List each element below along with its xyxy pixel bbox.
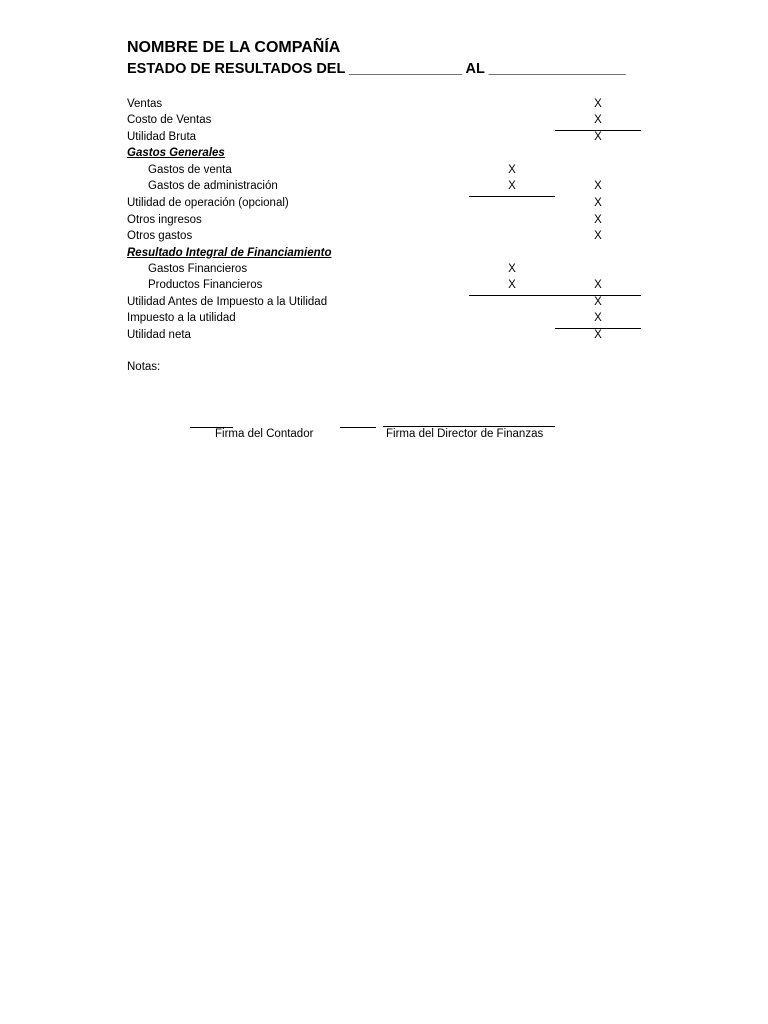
signature-line-accountant <box>340 427 376 428</box>
amount-total: X <box>594 114 602 126</box>
section-heading: Resultado Integral de Financiamiento <box>127 247 332 259</box>
section-heading: Gastos Generales <box>127 147 225 159</box>
statement-title: ESTADO DE RESULTADOS DEL ______________ AL _________________ <box>127 61 626 77</box>
row-productos-financieros <box>0 277 768 294</box>
row-utilidad-bruta <box>0 129 768 146</box>
row-utilidad-antes-de-impuesto <box>0 294 768 311</box>
row-impuesto-a-la-utilidad <box>0 310 768 327</box>
row-gastos-financieros <box>0 261 768 278</box>
amount-total: X <box>594 296 602 308</box>
amount-detail: X <box>508 164 516 176</box>
company-name: NOMBRE DE LA COMPAÑÍA <box>127 39 341 56</box>
amount-total: X <box>594 279 602 291</box>
signature-label-finance-director: Firma del Director de Finanzas <box>386 428 544 440</box>
row-label: Utilidad neta <box>127 329 191 341</box>
row-label: Gastos de venta <box>148 164 232 176</box>
row-gastos-de-venta <box>0 162 768 179</box>
row-label: Utilidad Bruta <box>127 131 197 143</box>
row-label: Costo de Ventas <box>127 114 212 126</box>
row-gastos-de-administracion <box>0 178 768 195</box>
notes-label: Notas: <box>127 361 161 373</box>
row-label: Gastos de administración <box>148 180 278 192</box>
amount-total: X <box>594 312 602 324</box>
row-label: Gastos Financieros <box>148 263 248 275</box>
amount-total: X <box>594 98 602 110</box>
amount-total: X <box>594 214 602 226</box>
amount-total: X <box>594 180 602 192</box>
signature-label-accountant: Firma del Contador <box>215 428 314 440</box>
row-ventas <box>0 96 768 113</box>
row-label: Utilidad Antes de Impuesto a la Utilidad <box>127 296 328 308</box>
row-label: Otros gastos <box>127 230 193 242</box>
row-label: Ventas <box>127 98 163 110</box>
amount-total: X <box>594 131 602 143</box>
amount-detail: X <box>508 279 516 291</box>
row-utilidad-de-operacion <box>0 195 768 212</box>
row-resultado-integral <box>0 245 768 262</box>
row-otros-ingresos <box>0 212 768 229</box>
row-utilidad-neta <box>0 327 768 344</box>
row-gastos-generales <box>0 145 768 162</box>
amount-total: X <box>594 197 602 209</box>
amount-total: X <box>594 230 602 242</box>
row-otros-gastos <box>0 228 768 245</box>
amount-total: X <box>594 329 602 341</box>
row-costo-de-ventas <box>0 112 768 129</box>
row-label: Utilidad de operación (opcional) <box>127 197 289 209</box>
row-label: Impuesto a la utilidad <box>127 312 236 324</box>
amount-detail: X <box>508 263 516 275</box>
row-label: Productos Financieros <box>148 279 263 291</box>
amount-detail: X <box>508 180 516 192</box>
row-label: Otros ingresos <box>127 214 202 226</box>
